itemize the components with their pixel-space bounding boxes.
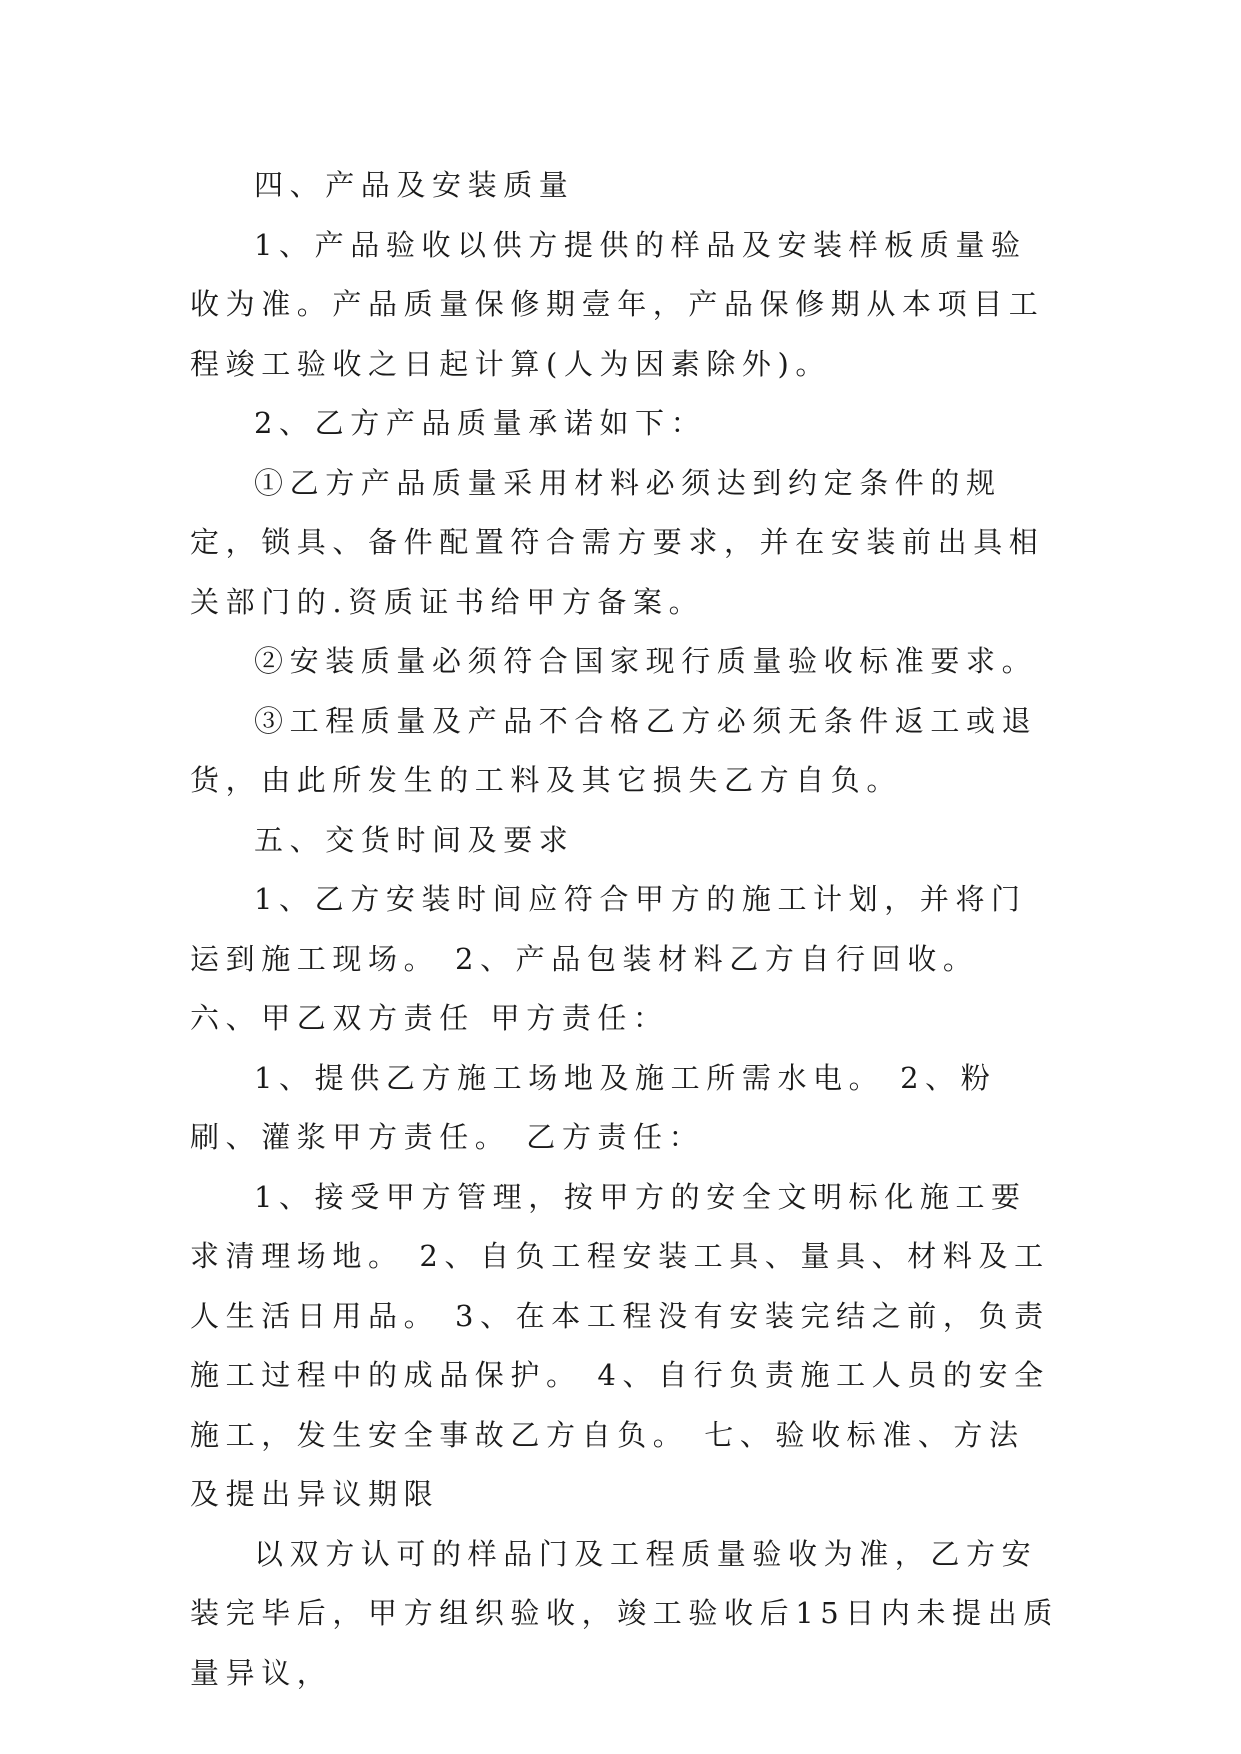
paragraph-commitment-rework: ③工程质量及产品不合格乙方必须无条件返工或退货，由此所发生的工料及其它损失乙方自负。 [190, 703, 1038, 797]
section-heading-delivery: 五、交货时间及要求 [254, 822, 575, 857]
paragraph-acceptance-objection: 以双方认可的样品门及工程质量验收为准，乙方安装完毕后，甲方组织验收，竣工验收后15日内未提出质量异议， [190, 1536, 1059, 1690]
paragraph-commitment-materials: ①乙方产品质量采用材料必须达到约定条件的规定，锁具、备件配置符合需方要求，并在安装前出具相关部门的.资质证书给甲方备案。 [190, 465, 1045, 619]
section-heading-product-quality: 四、产品及安装质量 [254, 168, 575, 202]
contract-text [190, 156, 1060, 1703]
paragraph-quality-commitment: 2、乙方产品质量承诺如下： [254, 406, 707, 440]
paragraph-commitment-standards: ②安装质量必须符合国家现行质量验收标准要求。 [254, 644, 1038, 678]
paragraph-acceptance-warranty: 1、产品验收以供方提供的样品及安装样板质量验收为准。产品质量保修期壹年，产品保修期从本项目工程竣工验收之日起计算(人为因素除外)。 [190, 227, 1045, 381]
paragraph-delivery-schedule: 1、乙方安装时间应符合甲方的施工计划，并将门运到施工现场。 2、产品包装材料乙方自行回收。 六、甲乙双方责任 甲方责任： [190, 882, 1027, 1035]
paragraph-party-b-duties: 1、接受甲方管理，按甲方的安全文明标化施工要求清理场地。 2、自负工程安装工具、量具、材料及工人生活日用品。 3、在本工程没有安装完结之前，负责施工过程中的成品保护。 4、自行负责施工人员的安全施工，发生安全事故乙方自负。 七、验收标准、方法及提出异议期限 [190, 1179, 1050, 1511]
paragraph-party-a-duties: 1、提供乙方施工场地及施工所需水电。 2、粉刷、灌浆甲方责任。 乙方责任： [190, 1060, 997, 1154]
